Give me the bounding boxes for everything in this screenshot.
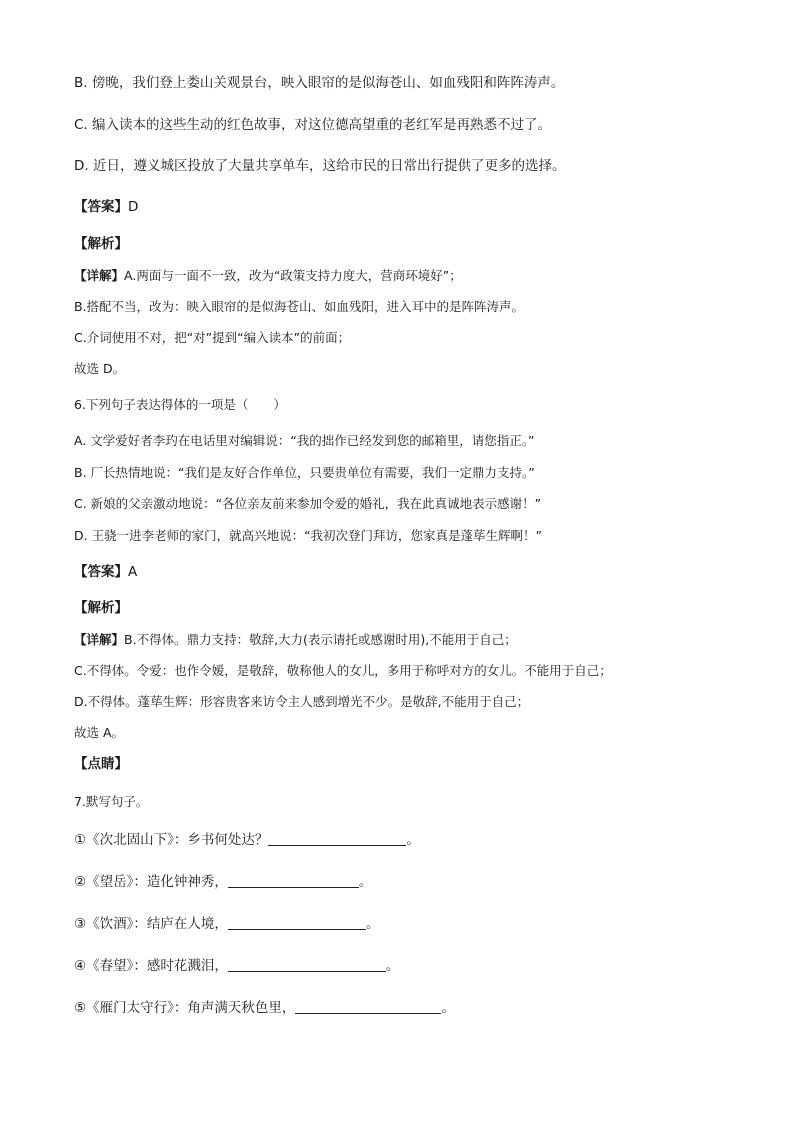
q5-answer <box>74 198 138 216</box>
answer-blank[interactable] <box>228 873 359 888</box>
answer-blank[interactable] <box>295 999 441 1014</box>
q6-option-a: A. 文学爱好者李玓在电话里对编辑说：“我的拙作已经发到您的邮箱里，请您指正。” <box>74 433 535 448</box>
q5-option-c: C. 编入读本的这些生动的红色故事，对这位德高望重的老红军是再熟悉不过了。 <box>74 117 552 133</box>
q6-detail-b <box>74 631 517 649</box>
answer-blank[interactable] <box>268 831 406 846</box>
recitation-prompt: ②《望岳》：造化钟神秀， <box>74 874 228 890</box>
detail-text: A.两面与一面不一致，改为“政策支持力度大，营商环境好”； <box>124 268 462 283</box>
recitation-prompt: ④《春望》：感时花溅泪， <box>74 958 228 974</box>
q6-conclusion: 故选 A。 <box>74 725 125 740</box>
q5-option-d: D. 近日，遵义城区投放了大量共享单车，这给市民的日常出行提供了更多的选择。 <box>74 158 566 174</box>
q6-answer <box>74 563 137 581</box>
answer-value: A <box>128 564 138 580</box>
recitation-end: 。 <box>385 958 400 974</box>
q5-option-b: B. 傍晚，我们登上娄山关观景台，映入眼帘的是似海苍山、如血残阳和阵阵涛声。 <box>74 75 565 91</box>
recitation-end: 。 <box>358 874 373 890</box>
detail-text: B.不得体。鼎力支持：敬辞,大力(表示请托或感谢时用),不能用于自己； <box>124 632 517 647</box>
q7-item-2 <box>74 873 372 891</box>
q7-item-1 <box>74 831 420 849</box>
q6-detail-d: D.不得体。蓬荜生辉：形容贵客来访令主人感到增光不少。是敬辞,不能用于自己； <box>74 694 530 709</box>
recitation-end: 。 <box>365 916 380 932</box>
q7-stem: 7.默写句子。 <box>74 794 149 809</box>
recitation-end: 。 <box>441 1000 455 1016</box>
detail-label: 【详解】 <box>74 268 125 283</box>
answer-blank[interactable] <box>228 915 366 930</box>
q7-item-3 <box>74 915 379 933</box>
tip-label: 【点睛】 <box>74 756 128 772</box>
q6-option-d: D. 王骁一进李老师的家门，就高兴地说：“我初次登门拜访，您家真是蓬荜生辉啊！” <box>74 528 543 543</box>
detail-label: 【详解】 <box>74 632 125 647</box>
q7-item-4 <box>74 957 399 975</box>
recitation-prompt: ③《饮酒》：结庐在人境， <box>74 916 228 932</box>
recitation-prompt: ⑤《雁门太守行》：角声满天秋色里， <box>74 1000 296 1016</box>
q6-detail-c: C.不得体。令爱：也作令嫒，是敬辞，敬称他人的女儿，多用于称呼对方的女儿。不能用于自己； <box>74 663 612 678</box>
answer-label: 【答案】 <box>74 564 128 580</box>
q6-analysis-heading <box>74 599 128 617</box>
q5-detail-a <box>74 267 462 285</box>
q5-conclusion: 故选 D。 <box>74 361 126 376</box>
answer-value: D <box>128 199 139 215</box>
recitation-prompt: ①《次北固山下》：乡书何处达？ <box>74 832 269 848</box>
answer-label: 【答案】 <box>74 199 128 215</box>
q6-option-b: B. 厂长热情地说：“我们是友好合作单位，只要贵单位有需要，我们一定鼎力支持。” <box>74 465 535 480</box>
q6-tip-heading <box>74 755 128 773</box>
q6-option-c: C. 新娘的父亲激动地说：“各位亲友前来参加令爱的婚礼，我在此真诚地表示感谢！” <box>74 496 542 511</box>
q5-detail-c: C.介词使用不对，把“对”提到“编入读本”的前面； <box>74 330 351 345</box>
analysis-label: 【解析】 <box>74 236 128 252</box>
q7-item-5 <box>74 999 455 1017</box>
q5-analysis-heading <box>74 235 128 253</box>
answer-blank[interactable] <box>228 957 386 972</box>
q5-detail-b: B.搭配不当，改为：映入眼帘的是似海苍山、如血残阳，进入耳中的是阵阵涛声。 <box>74 299 525 314</box>
q6-stem: 6.下列句子表达得体的一项是（ ） <box>74 397 286 412</box>
analysis-label: 【解析】 <box>74 600 128 616</box>
recitation-end: 。 <box>406 832 420 848</box>
